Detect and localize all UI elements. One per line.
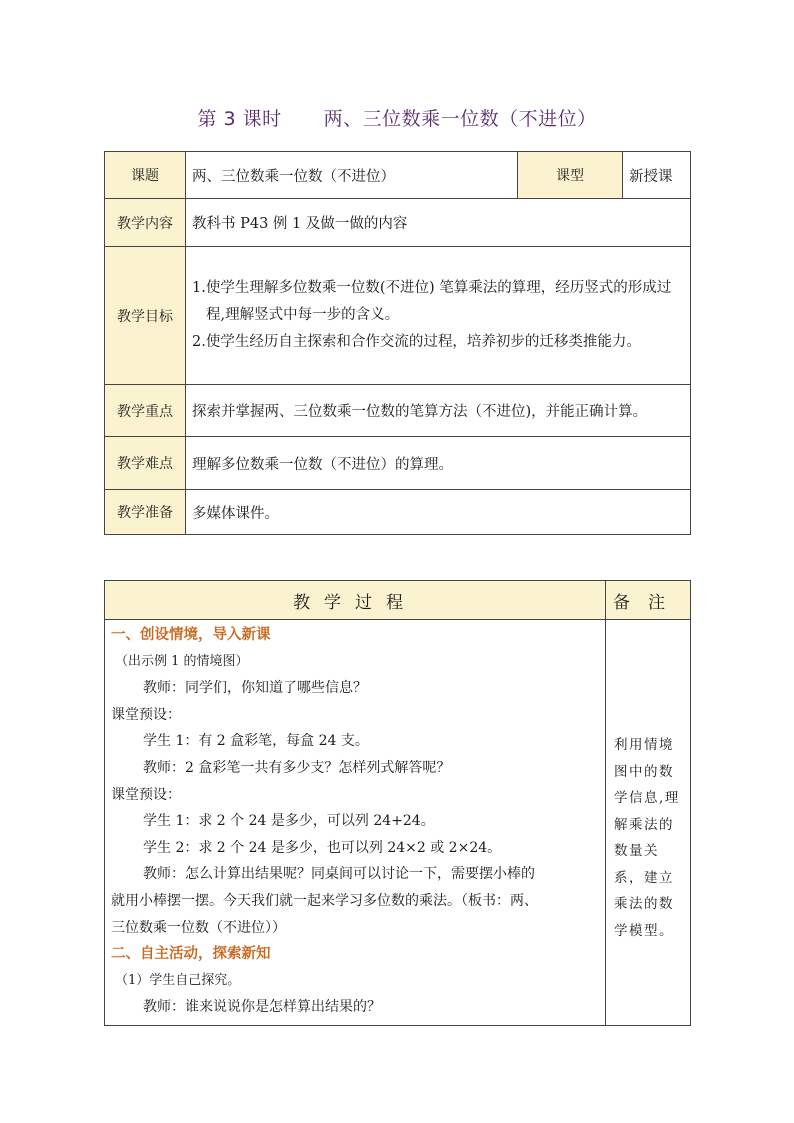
process-lines: [111, 622, 599, 1021]
goal-label: 教学目标: [105, 247, 186, 385]
topic-label: 课题: [105, 152, 186, 199]
lesson-number: 第 3 课时: [197, 108, 282, 130]
process-line: （1）学生自己探究。: [115, 972, 241, 988]
process-line: 学生 1：求 2 个 24 是多少，可以列 24+24。: [143, 813, 435, 830]
process-line: 课堂预设：: [111, 706, 181, 723]
process-line: 学生 1：有 2 盒彩笔，每盒 24 支。: [143, 733, 369, 750]
page-title: [0, 104, 794, 131]
difficulty-label: 教学难点: [105, 437, 186, 490]
content-label: 教学内容: [105, 199, 186, 247]
key-label: 教学重点: [105, 385, 186, 437]
type-value: 新授课: [623, 152, 691, 199]
process-note: 利用情境图中的数学信息,理解乘法的数量关系，建立乘法的数学模型。: [606, 620, 691, 1026]
process-line: 教师：谁来说说你是怎样算出结果的？: [143, 999, 381, 1016]
process-line: 课堂预设：: [111, 786, 181, 803]
process-line: 就用小棒摆一摆。今天我们就一起来学习多位数的乘法。（板书：两、: [111, 892, 538, 909]
lesson-info-table: [104, 151, 691, 535]
lesson-topic: 两、三位数乘一位数（不进位）: [323, 108, 597, 130]
teaching-process-table: [104, 580, 691, 1026]
goal-item: 1.使学生理解多位数乘一位数(不进位) 笔算乘法的算理，经历竖式的形成过程,理解竖式中每一步的含义。: [192, 280, 672, 323]
prep-label: 教学准备: [105, 490, 186, 535]
section-heading: 一、创设情境，导入新课: [111, 627, 271, 643]
section-heading: 二、自主活动，探索新知: [111, 946, 271, 963]
process-line: （出示例 1 的情境图）: [115, 653, 249, 669]
key-value: 探索并掌握两、三位数乘一位数的笔算方法（不进位)，并能正确计算。: [186, 385, 691, 437]
goal-list: [186, 247, 691, 385]
process-line: 三位数乘一位数（不进位））: [111, 919, 286, 936]
topic-value: 两、三位数乘一位数（不进位）: [186, 152, 518, 199]
content-value: 教科书 P43 例 1 及做一做的内容: [186, 199, 691, 247]
type-label: 课型: [518, 152, 623, 199]
process-line: 教师：怎么计算出结果呢？同桌间可以讨论一下，需要摆小棒的: [143, 866, 535, 883]
process-line: 学生 2：求 2 个 24 是多少，也可以列 24×2 或 2×24。: [143, 839, 502, 856]
difficulty-value: 理解多位数乘一位数（不进位）的算理。: [186, 437, 691, 490]
process-header: 教学过程: [105, 581, 606, 620]
process-line: 教师：2 盒彩笔一共有多少支？怎样列式解答呢？: [143, 759, 451, 776]
note-header: 备注: [606, 581, 691, 620]
prep-value: 多媒体课件。: [186, 490, 691, 535]
goal-item: 2.使学生经历自主探索和合作交流的过程，培养初步的迁移类推能力。: [192, 334, 641, 350]
process-line: 教师：同学们，你知道了哪些信息？: [143, 680, 367, 697]
process-body: [105, 620, 606, 1026]
